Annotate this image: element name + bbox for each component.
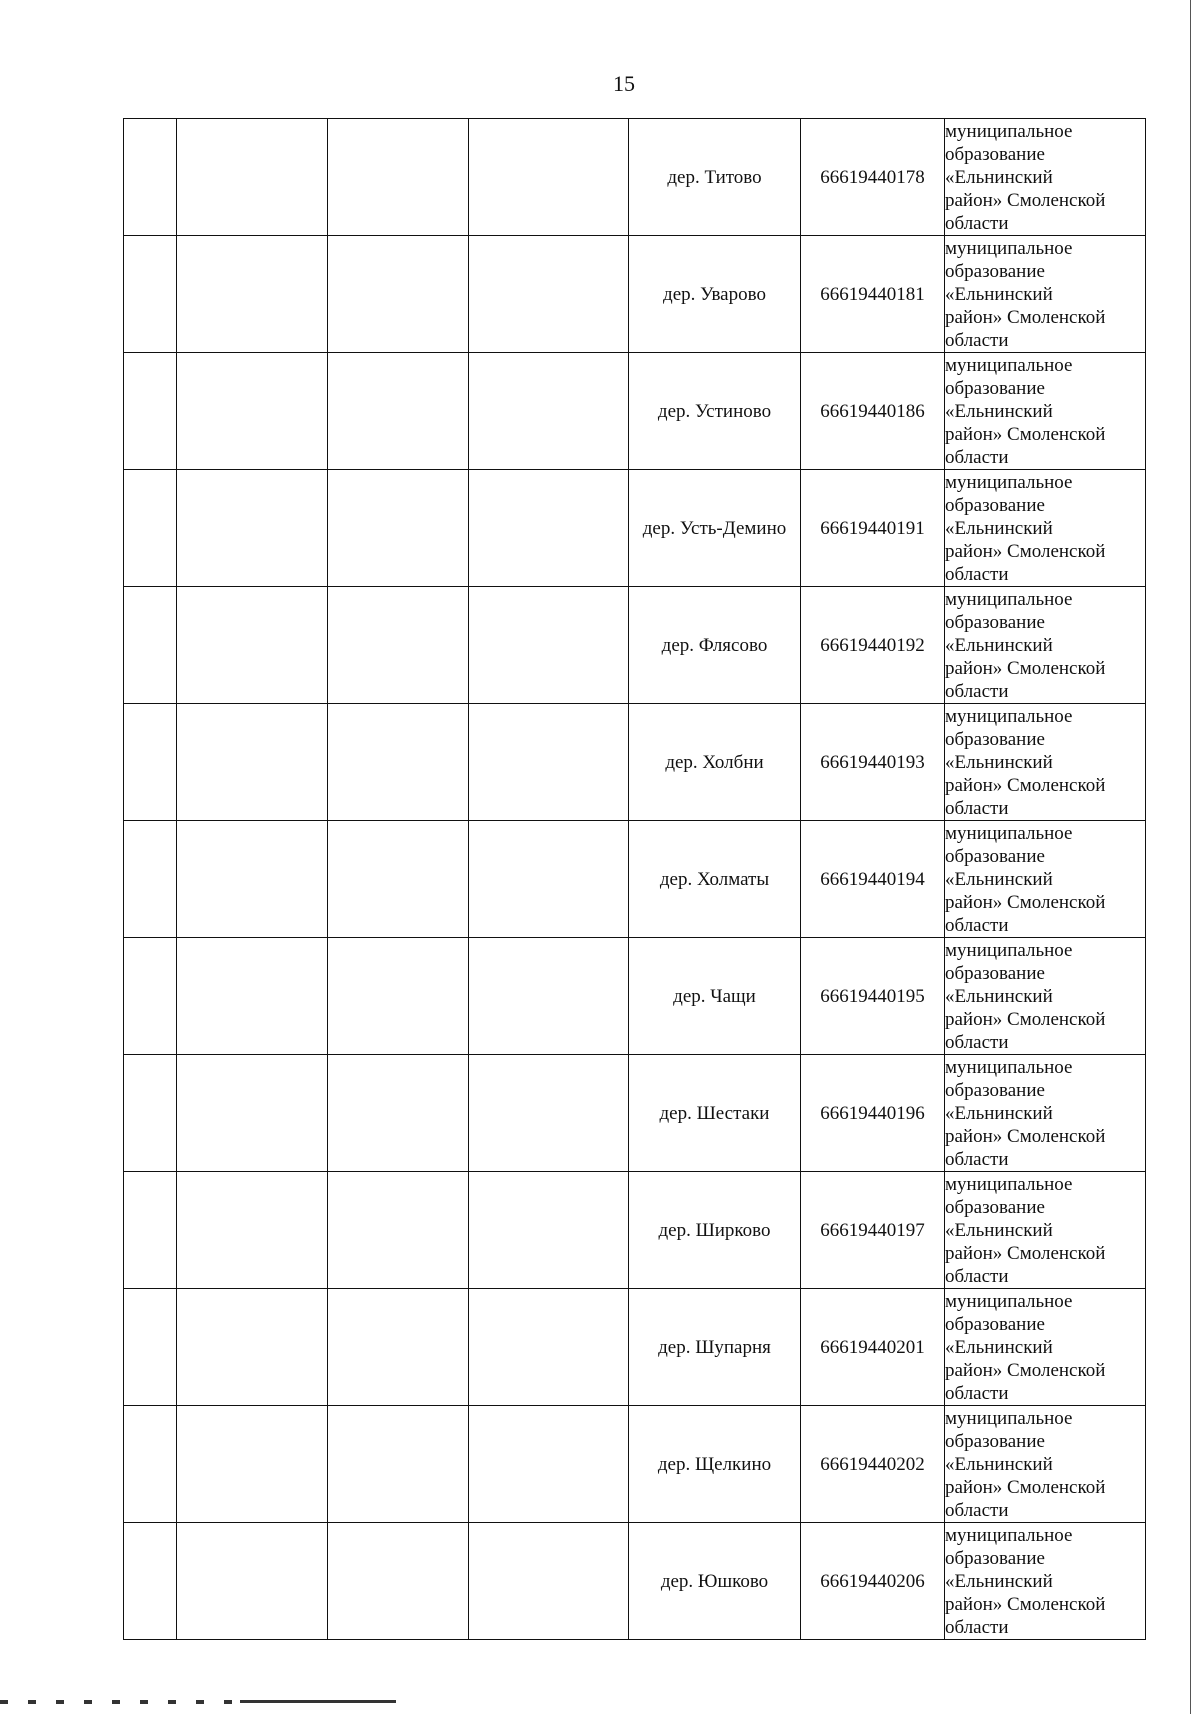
table-row <box>124 1289 1146 1406</box>
footer-dashes <box>0 1700 240 1704</box>
municipality-line: «Ельнинский <box>945 1570 1053 1592</box>
empty-cell <box>469 1406 629 1523</box>
empty-cell <box>469 587 629 704</box>
empty-cell <box>177 587 328 704</box>
empty-cell <box>124 1289 177 1406</box>
settlement-name-cell: дер. Чащи <box>629 938 801 1055</box>
empty-cell <box>328 1055 469 1172</box>
empty-cell <box>177 353 328 470</box>
municipality-line: области <box>945 1616 1009 1638</box>
municipality-line: район» Смоленской <box>945 1593 1106 1615</box>
municipality-line: район» Смоленской <box>945 1125 1106 1147</box>
settlement-name-cell: дер. Юшково <box>629 1523 801 1640</box>
settlement-name-cell: дер. Уварово <box>629 236 801 353</box>
table-row <box>124 1406 1146 1523</box>
municipality-line: образование <box>945 1430 1045 1452</box>
municipality-line: образование <box>945 845 1045 867</box>
empty-cell <box>469 1289 629 1406</box>
municipality-line: «Ельнинский <box>945 868 1053 890</box>
municipality-cell <box>945 470 1146 587</box>
settlement-name-cell: дер. Титово <box>629 119 801 236</box>
table-row <box>124 353 1146 470</box>
municipality-line: «Ельнинский <box>945 634 1053 656</box>
empty-cell <box>177 1172 328 1289</box>
municipality-line: муниципальное <box>945 939 1073 961</box>
municipality-cell <box>945 1523 1146 1640</box>
municipality-line: образование <box>945 1079 1045 1101</box>
municipality-line: муниципальное <box>945 1173 1073 1195</box>
settlement-name-cell: дер. Устиново <box>629 353 801 470</box>
empty-cell <box>124 119 177 236</box>
oktmo-code-cell: 66619440195 <box>801 938 945 1055</box>
footer-scan-marks <box>0 1700 420 1706</box>
oktmo-code-cell: 66619440178 <box>801 119 945 236</box>
oktmo-code-cell: 66619440181 <box>801 236 945 353</box>
oktmo-code-cell: 66619440196 <box>801 1055 945 1172</box>
municipality-line: области <box>945 1148 1009 1170</box>
municipality-line: район» Смоленской <box>945 306 1106 328</box>
empty-cell <box>328 1289 469 1406</box>
empty-cell <box>328 470 469 587</box>
municipality-line: муниципальное <box>945 1056 1073 1078</box>
municipality-line: области <box>945 797 1009 819</box>
municipality-line: образование <box>945 728 1045 750</box>
municipality-line: муниципальное <box>945 1407 1073 1429</box>
empty-cell <box>328 821 469 938</box>
municipality-line: образование <box>945 143 1045 165</box>
municipality-cell <box>945 938 1146 1055</box>
scan-edge-line <box>1190 0 1191 1714</box>
municipality-line: области <box>945 1265 1009 1287</box>
empty-cell <box>124 1172 177 1289</box>
municipality-line: район» Смоленской <box>945 540 1106 562</box>
empty-cell <box>124 470 177 587</box>
empty-cell <box>124 236 177 353</box>
municipality-cell <box>945 1055 1146 1172</box>
settlement-name-cell: дер. Шестаки <box>629 1055 801 1172</box>
empty-cell <box>177 236 328 353</box>
municipality-cell <box>945 587 1146 704</box>
settlement-name-cell: дер. Щелкино <box>629 1406 801 1523</box>
empty-cell <box>469 821 629 938</box>
empty-cell <box>124 938 177 1055</box>
empty-cell <box>124 1406 177 1523</box>
empty-cell <box>177 1523 328 1640</box>
empty-cell <box>124 704 177 821</box>
empty-cell <box>124 821 177 938</box>
settlement-name-cell: дер. Флясово <box>629 587 801 704</box>
empty-cell <box>328 236 469 353</box>
municipality-line: «Ельнинский <box>945 751 1053 773</box>
table-row <box>124 938 1146 1055</box>
empty-cell <box>469 938 629 1055</box>
empty-cell <box>177 704 328 821</box>
oktmo-code-cell: 66619440201 <box>801 1289 945 1406</box>
empty-cell <box>177 119 328 236</box>
municipality-line: образование <box>945 611 1045 633</box>
municipality-cell <box>945 704 1146 821</box>
municipality-line: муниципальное <box>945 354 1073 376</box>
oktmo-code-cell: 66619440191 <box>801 470 945 587</box>
table-row <box>124 1523 1146 1640</box>
municipality-line: муниципальное <box>945 588 1073 610</box>
footer-bar <box>240 1700 396 1703</box>
settlement-name-cell: дер. Ширково <box>629 1172 801 1289</box>
empty-cell <box>469 353 629 470</box>
empty-cell <box>328 938 469 1055</box>
municipality-line: район» Смоленской <box>945 423 1106 445</box>
municipality-cell <box>945 353 1146 470</box>
municipality-cell <box>945 119 1146 236</box>
municipality-line: район» Смоленской <box>945 189 1106 211</box>
empty-cell <box>124 587 177 704</box>
oktmo-code-cell: 66619440194 <box>801 821 945 938</box>
settlement-name-cell: дер. Шупарня <box>629 1289 801 1406</box>
empty-cell <box>124 353 177 470</box>
oktmo-code-cell: 66619440186 <box>801 353 945 470</box>
table-row <box>124 470 1146 587</box>
municipality-line: район» Смоленской <box>945 774 1106 796</box>
municipality-line: район» Смоленской <box>945 657 1106 679</box>
municipality-line: «Ельнинский <box>945 1219 1053 1241</box>
settlement-name-cell: дер. Холбни <box>629 704 801 821</box>
empty-cell <box>328 1172 469 1289</box>
municipality-line: области <box>945 680 1009 702</box>
municipality-line: области <box>945 1031 1009 1053</box>
settlement-table <box>123 118 1146 1640</box>
empty-cell <box>328 1406 469 1523</box>
municipality-line: муниципальное <box>945 1524 1073 1546</box>
municipality-line: области <box>945 914 1009 936</box>
municipality-line: муниципальное <box>945 237 1073 259</box>
table-row <box>124 821 1146 938</box>
empty-cell <box>469 1523 629 1640</box>
municipality-line: муниципальное <box>945 1290 1073 1312</box>
municipality-cell <box>945 1172 1146 1289</box>
municipality-line: образование <box>945 1313 1045 1335</box>
municipality-line: образование <box>945 962 1045 984</box>
municipality-cell <box>945 1289 1146 1406</box>
table-body <box>124 119 1146 1640</box>
municipality-line: «Ельнинский <box>945 985 1053 1007</box>
oktmo-code-cell: 66619440202 <box>801 1406 945 1523</box>
municipality-line: области <box>945 212 1009 234</box>
municipality-line: муниципальное <box>945 822 1073 844</box>
municipality-line: области <box>945 1382 1009 1404</box>
municipality-line: образование <box>945 377 1045 399</box>
table-row <box>124 704 1146 821</box>
empty-cell <box>328 587 469 704</box>
empty-cell <box>328 704 469 821</box>
oktmo-code-cell: 66619440192 <box>801 587 945 704</box>
municipality-line: образование <box>945 260 1045 282</box>
municipality-line: образование <box>945 1547 1045 1569</box>
municipality-line: образование <box>945 494 1045 516</box>
municipality-line: район» Смоленской <box>945 1242 1106 1264</box>
municipality-line: район» Смоленской <box>945 891 1106 913</box>
municipality-line: муниципальное <box>945 120 1073 142</box>
table-row <box>124 236 1146 353</box>
municipality-line: «Ельнинский <box>945 517 1053 539</box>
empty-cell <box>328 1523 469 1640</box>
empty-cell <box>177 821 328 938</box>
municipality-line: образование <box>945 1196 1045 1218</box>
table-row <box>124 119 1146 236</box>
table-row <box>124 587 1146 704</box>
municipality-line: «Ельнинский <box>945 1453 1053 1475</box>
settlement-name-cell: дер. Холматы <box>629 821 801 938</box>
municipality-line: области <box>945 563 1009 585</box>
municipality-line: район» Смоленской <box>945 1476 1106 1498</box>
municipality-line: «Ельнинский <box>945 1102 1053 1124</box>
municipality-cell <box>945 821 1146 938</box>
oktmo-code-cell: 66619440193 <box>801 704 945 821</box>
table-row <box>124 1172 1146 1289</box>
empty-cell <box>469 470 629 587</box>
page-number: 15 <box>613 71 635 96</box>
municipality-line: «Ельнинский <box>945 400 1053 422</box>
municipality-line: район» Смоленской <box>945 1008 1106 1030</box>
empty-cell <box>124 1055 177 1172</box>
municipality-cell <box>945 1406 1146 1523</box>
settlement-name-cell: дер. Усть-Демино <box>629 470 801 587</box>
empty-cell <box>177 938 328 1055</box>
empty-cell <box>177 1289 328 1406</box>
empty-cell <box>469 119 629 236</box>
municipality-line: области <box>945 446 1009 468</box>
municipality-line: «Ельнинский <box>945 166 1053 188</box>
empty-cell <box>124 1523 177 1640</box>
oktmo-code-cell: 66619440206 <box>801 1523 945 1640</box>
municipality-line: «Ельнинский <box>945 283 1053 305</box>
municipality-line: области <box>945 329 1009 351</box>
empty-cell <box>469 1055 629 1172</box>
table-row <box>124 1055 1146 1172</box>
empty-cell <box>469 704 629 821</box>
empty-cell <box>177 470 328 587</box>
municipality-line: области <box>945 1499 1009 1521</box>
empty-cell <box>177 1055 328 1172</box>
oktmo-code-cell: 66619440197 <box>801 1172 945 1289</box>
municipality-line: муниципальное <box>945 471 1073 493</box>
municipality-cell <box>945 236 1146 353</box>
municipality-line: муниципальное <box>945 705 1073 727</box>
empty-cell <box>177 1406 328 1523</box>
empty-cell <box>328 119 469 236</box>
municipality-line: «Ельнинский <box>945 1336 1053 1358</box>
empty-cell <box>469 236 629 353</box>
municipality-line: район» Смоленской <box>945 1359 1106 1381</box>
empty-cell <box>328 353 469 470</box>
empty-cell <box>469 1172 629 1289</box>
